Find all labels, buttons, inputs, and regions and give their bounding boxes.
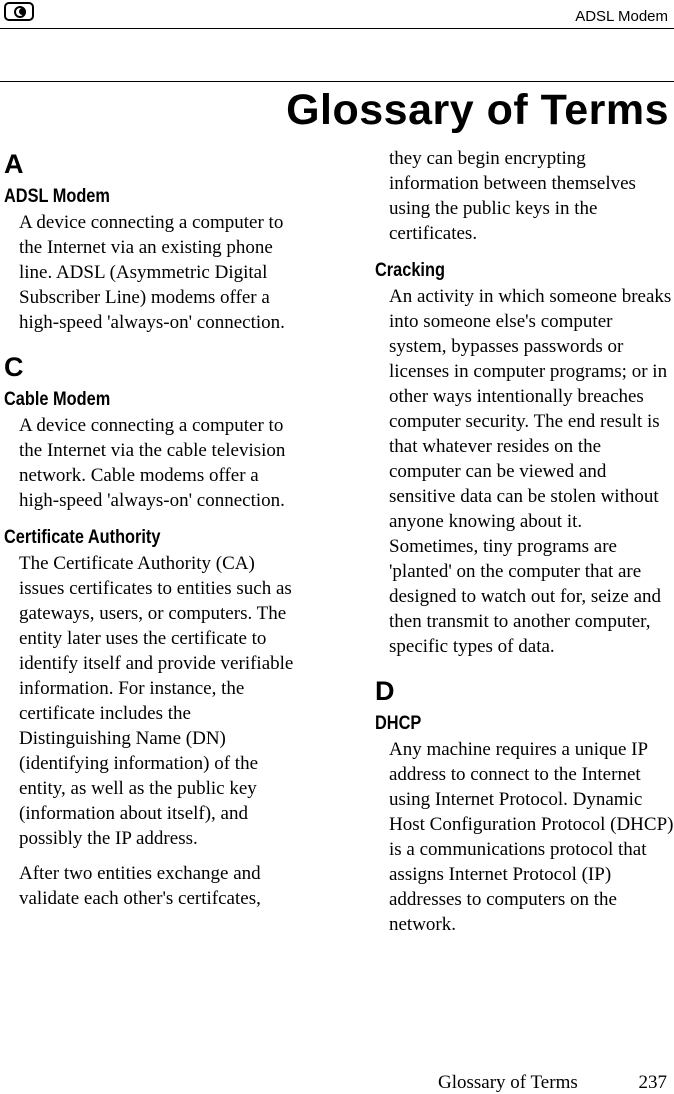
section-letter-a: A [4, 149, 24, 179]
definition-certificate-authority: The Certificate Authority (CA) issues certificates to entities such as gateways, users, or computers. The entity later uses the certificate to identify itself and provide verifiable information. For instance, the certificate includes the Distinguishing Name (DN) (identifying information) of the entity, as well as the public key (information about itself), and possibly the IP address. [19, 553, 294, 849]
definition-certificate-authority-cont-2: they can begin encrypting information between themselves using the public keys in the certificates. [389, 148, 636, 244]
modem-icon-dot [19, 8, 26, 15]
term-dhcp: DHCP [375, 713, 422, 734]
definition-cracking: An activity in which someone breaks into someone else's computer system, bypasses passwords or licenses in computer programs; or in other ways intentionally breaches computer security. The end result is that whatever resides on the computer can be viewed and sensitive data can be stolen without anyone knowing about it. Sometimes, tiny programs are 'planted' on the computer that are designed to watch out for, seize and then transmit to another computer, specific types of data. [389, 286, 672, 657]
right-column [375, 144, 674, 937]
definition-certificate-authority-cont: After two entities exchange and validate each other's certifcates, [19, 863, 261, 909]
left-column [4, 144, 301, 911]
term-cable-modem: Cable Modem [4, 389, 111, 410]
footer-label: Glossary of Terms [438, 1072, 578, 1093]
page-number: 237 [638, 1072, 667, 1093]
section-letter-d: D [375, 676, 395, 706]
title-rule [0, 81, 674, 82]
term-cracking: Cracking [375, 260, 445, 281]
term-certificate-authority: Certificate Authority [4, 527, 161, 548]
definition-cable-modem: A device connecting a computer to the Internet via the cable television network. Cable modems offer a high-speed 'always-on' connection. [19, 415, 286, 511]
definition-dhcp: Any machine requires a unique IP address to connect to the Internet using Internet Protocol. Dynamic Host Configuration Protocol (DHCP) is a communications protocol that assigns Internet Protocol (IP) addresses to computers on the network. [389, 739, 674, 935]
running-header-title: ADSL Modem [575, 8, 668, 25]
term-adsl-modem: ADSL Modem [4, 186, 110, 207]
modem-icon [4, 2, 34, 21]
section-letter-c: C [4, 352, 24, 382]
definition-adsl-modem: A device connecting a computer to the Internet via an existing phone line. ADSL (Asymmetric Digital Subscriber Line) modems offer a high-speed 'always-on' connection. [19, 212, 285, 333]
page-title: Glossary of Terms [286, 86, 669, 134]
header-rule [0, 28, 674, 29]
